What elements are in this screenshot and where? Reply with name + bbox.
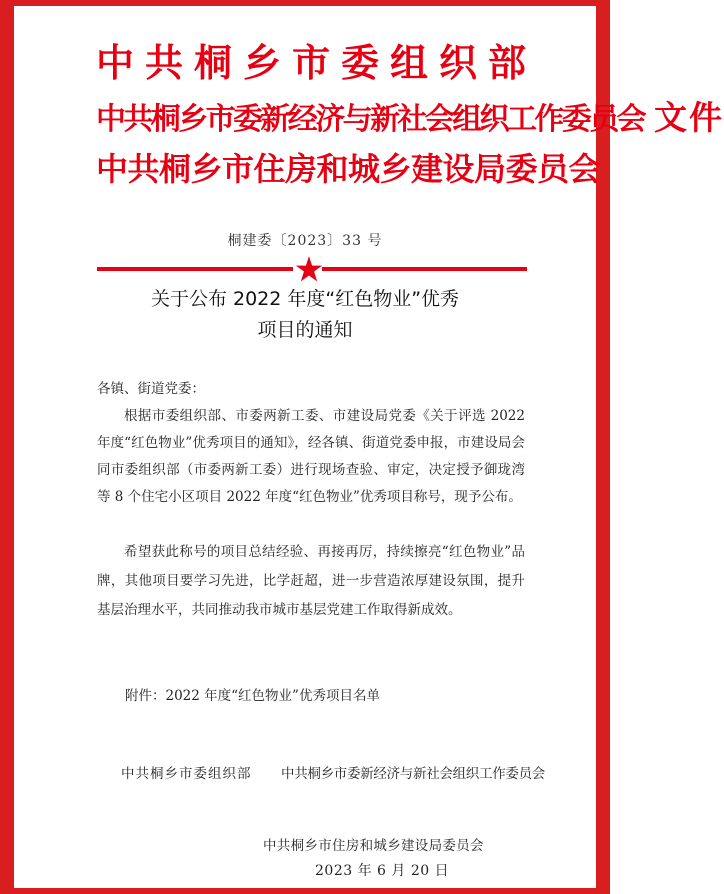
header-document-word: 文件 bbox=[654, 98, 724, 137]
header-issuer-2 bbox=[96, 92, 724, 139]
body-paragraph-2: 希望获此称号的项目总结经验、再接再厉，持续擦亮“红色物业”品牌，其他项目要学习先进，比学赶超，进一步营造浓厚建设氛围，提升基层治理水平，共同推动我市城市基层党建工作取得新成效。 bbox=[97, 544, 525, 618]
red-star-icon bbox=[295, 255, 323, 283]
signature-org-2: 中共桐乡市委新经济与新社会组织工作委员会 bbox=[281, 766, 545, 782]
body-paragraph-1: 根据市委组织部、市委两新工委、市建设局党委《关于评选 2022 年度“红色物业”优秀项目的通知》，经各镇、街道党委申报，市建设局会同市委组织部（市委两新工委）进行现场查验、审定，决定授予御珑湾等 8 个住宅小区项目 2022 年度“红色物业”优秀项目称号，现予公布。 bbox=[97, 408, 525, 505]
signature-org-1: 中共桐乡市委组织部 bbox=[121, 766, 252, 782]
signature-org-3: 中共桐乡市住房和城乡建设局委员会 bbox=[263, 838, 484, 854]
issue-date: 2023 年 6 月 20 日 bbox=[315, 863, 450, 879]
salutation: 各镇、街道党委： bbox=[97, 381, 205, 397]
document-title-line-2: 项目的通知 bbox=[257, 319, 353, 341]
header-issuer-3: 中共桐乡市住房和城乡建设局委员会 bbox=[96, 150, 601, 188]
document-number: 桐建委〔2023〕33 号 bbox=[227, 233, 383, 249]
header-issuer-2-text: 中共桐乡市委新经济与新社会组织工作委员会 bbox=[96, 102, 644, 137]
red-divider-right bbox=[322, 267, 527, 271]
header-issuer-1: 中共桐乡市委组织部 bbox=[96, 41, 538, 85]
document-title-line-1: 关于公布 2022 年度“红色物业”优秀 bbox=[150, 288, 460, 310]
attachment-note: 附件：2022 年度“红色物业”优秀项目名单 bbox=[125, 688, 380, 704]
red-divider-left bbox=[97, 267, 293, 271]
